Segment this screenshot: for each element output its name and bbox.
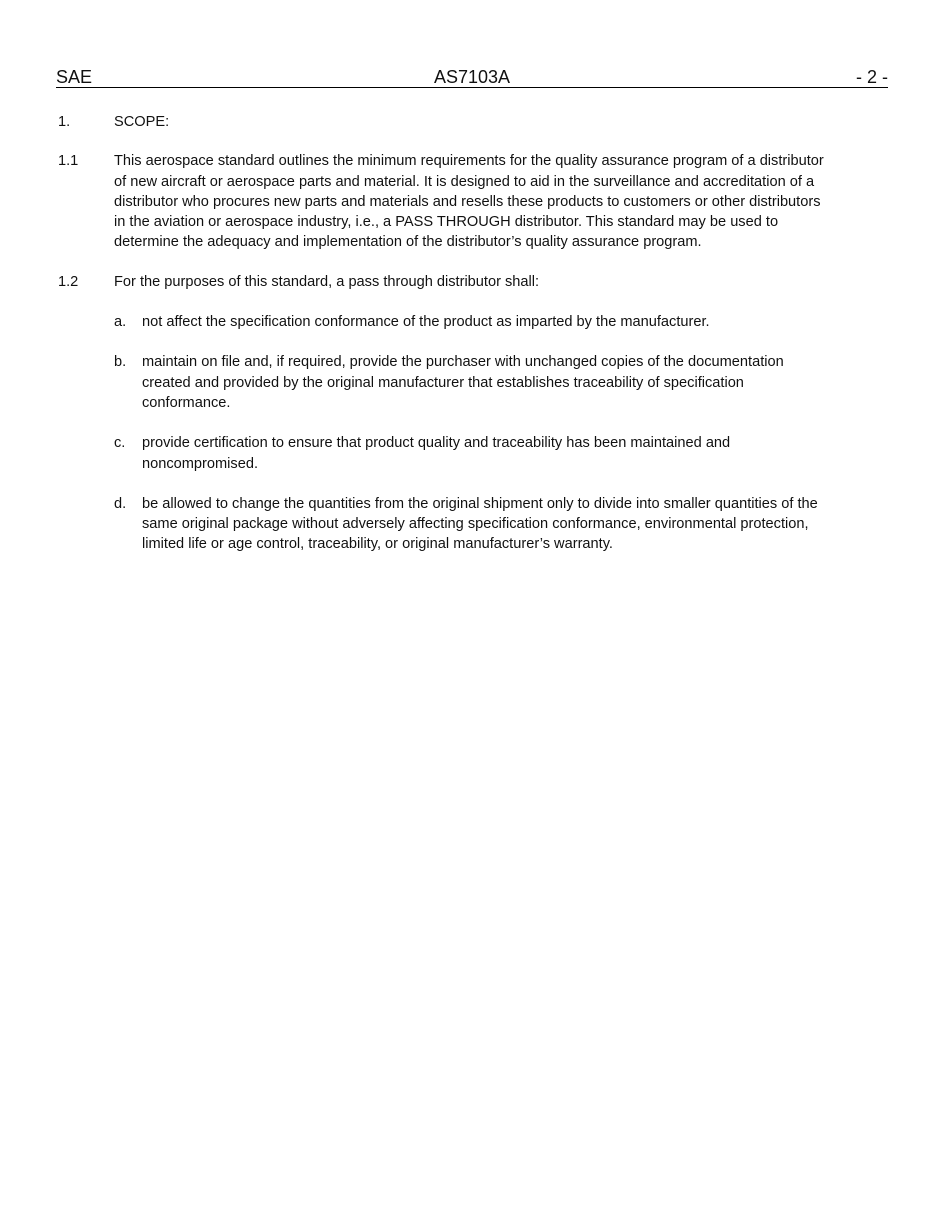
document-body [58, 112, 828, 575]
section-paragraph: For the purposes of this standard, a pass through distributor shall: [114, 273, 540, 290]
section-heading: SCOPE: [114, 114, 170, 130]
list-item-d [114, 494, 828, 555]
list-item-text: not affect the specification conformance of the product as imparted by the manufacturer. [142, 314, 710, 331]
section-1 [58, 112, 828, 132]
page-header [56, 67, 888, 88]
list-marker: c. [114, 435, 126, 452]
section-1-2 [58, 272, 828, 292]
list-item-b [114, 352, 828, 413]
list-marker: a. [114, 314, 127, 331]
section-1-1 [58, 151, 828, 252]
header-org: SAE [56, 67, 93, 87]
requirements-list [114, 312, 828, 555]
list-item-a [114, 312, 828, 332]
list-item-text: provide certification to ensure that product quality and traceability has been maintained and noncompromised. [142, 435, 731, 472]
section-number: 1.1 [58, 153, 79, 170]
list-marker: b. [114, 354, 127, 371]
list-item-text: be allowed to change the quantities from the original shipment only to divide into smaller quantities of the same original package without adversely affecting specification conformance, environmental protection, limited life or age control, traceability, or original manufacturer’s warranty. [142, 495, 818, 553]
list-marker: d. [114, 495, 127, 512]
section-number: 1.2 [58, 273, 79, 290]
header-page-number: - 2 - [855, 67, 888, 87]
header-document-id: AS7103A [433, 67, 511, 87]
section-number: 1. [58, 114, 71, 130]
list-item-text: maintain on file and, if required, provide the purchaser with unchanged copies of the documentation created and provided by the original manufacturer that establishes traceability of specification conformance. [142, 354, 784, 411]
list-item-c [114, 433, 828, 474]
section-paragraph: This aerospace standard outlines the minimum requirements for the quality assurance program of a distributor of new aircraft or aerospace parts and material. It is designed to aid in the surveillance and accreditation of a distributor who procures new parts and materials and resells these products to customers or other distributors in the aviation or aerospace industry, i.e., a PASS THROUGH distributor. This standard may be used to determine the adequacy and implementation of the distributor’s quality assurance program. [114, 153, 824, 251]
